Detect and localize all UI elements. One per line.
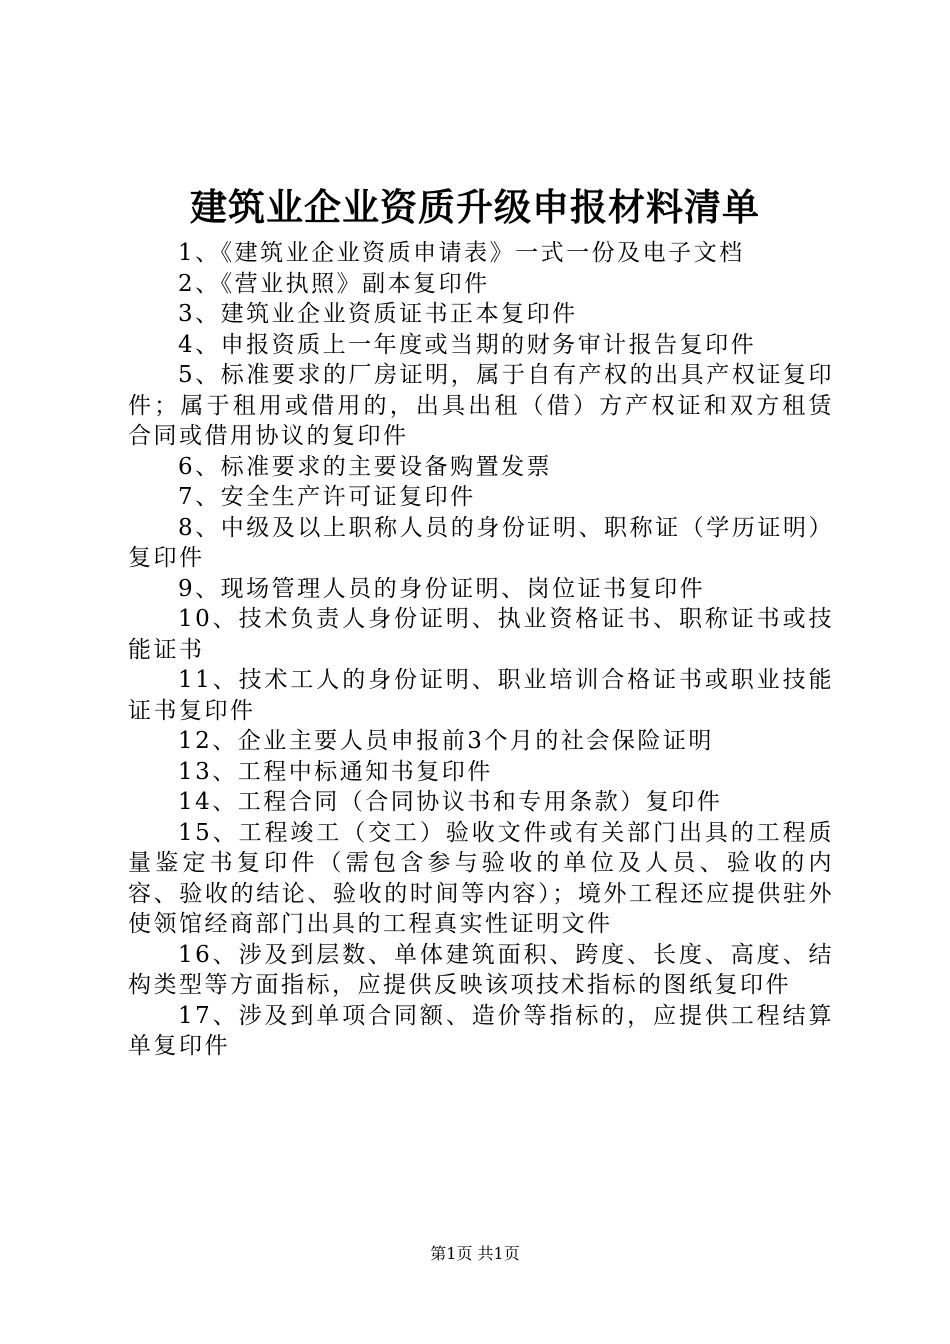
list-item: 5、标准要求的厂房证明，属于自有产权的出具产权证复印件；属于租用或借用的，出具出租（借）方产权证和双方租赁合同或借用协议的复印件: [128, 362, 834, 449]
list-item: 13、工程中标通知书复印件: [178, 758, 493, 785]
list-item: 8、中级及以上职称人员的身份证明、职称证（学历证明）复印件: [128, 514, 834, 571]
list-item: 1、《建筑业企业资质申请表》一式一份及电子文档: [178, 240, 745, 266]
list-item: 16、涉及到层数、单体建筑面积、跨度、长度、高度、结构类型等方面指标，应提供反映该项技术指标的图纸复印件: [128, 941, 834, 998]
document-title: 建筑业企业资质升级申报材料清单: [190, 186, 760, 229]
list-item: 10、技术负责人身份证明、执业资格证书、职称证书或技能证书: [128, 606, 834, 663]
list-item: 9、现场管理人员的身份证明、岗位证书复印件: [178, 575, 706, 602]
list-item: 7、安全生产许可证复印件: [178, 484, 476, 510]
list-item: 14、工程合同（合同协议书和专用条款）复印件: [178, 789, 723, 815]
list-item: 17、涉及到单项合同额、造价等指标的，应提供工程结算单复印件: [128, 1002, 834, 1059]
list-item: 3、建筑业企业资质证书正本复印件: [178, 301, 578, 327]
materials-list: [128, 238, 834, 1062]
list-item: 15、工程竣工（交工）验收文件或有关部门出具的工程质量鉴定书复印件（需包含参与验收的单位及人员、验收的内容、验收的结论、验收的时间等内容）；境外工程还应提供驻外使领馆经商部门出具的工程真实性证明文件: [128, 819, 834, 937]
list-item: 6、标准要求的主要设备购置发票: [178, 453, 553, 480]
list-item: 4、申报资质上一年度或当期的财务审计报告复印件: [178, 331, 757, 358]
page-number-footer: 第1页 共1页: [430, 1244, 520, 1263]
list-item: 11、技术工人的身份证明、职业培训合格证书或职业技能证书复印件: [128, 667, 834, 724]
list-item: 2、《营业执照》副本复印件: [178, 270, 490, 297]
list-item: 12、企业主要人员申报前3个月的社会保险证明: [178, 728, 714, 754]
